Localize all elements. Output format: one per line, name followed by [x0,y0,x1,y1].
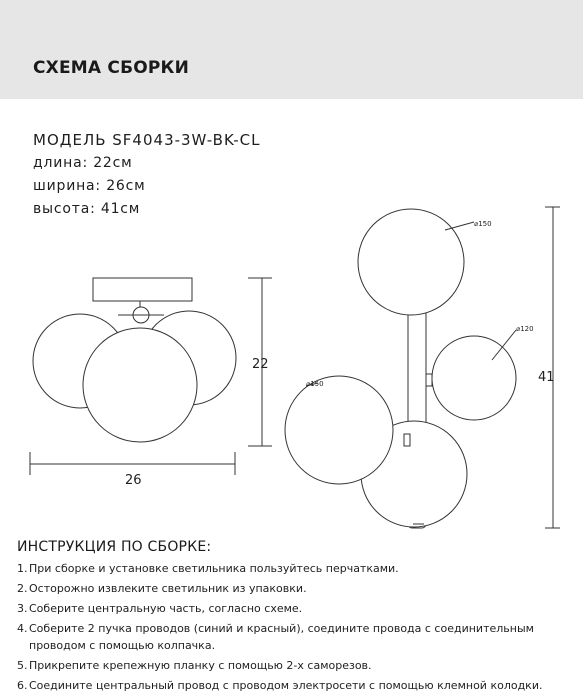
instruction-step [17,677,577,694]
step-text: Соберите центральную часть, согласно схеме. [29,602,303,615]
instruction-step [17,580,577,597]
side-globe-left [285,376,393,484]
spec-width: ширина: 26см [33,178,146,194]
step-text: Соедините центральный провод с проводом электросети с помощью клемной колодки. [29,679,543,692]
instruction-step [17,560,577,577]
instructions-list [17,560,577,697]
step-text: Соберите 2 пучка проводов (синий и красный), соедините провода с соединительным проводом с помощью колпачка. [29,622,534,652]
step-number: 4. [17,622,28,635]
side-globe-right [432,336,516,420]
step-text: При сборке и установке светильника пользуйтесь перчатками. [29,562,399,575]
dim-front-height-label: 22 [252,357,269,372]
side-view [285,207,560,528]
front-canopy [93,278,192,301]
instruction-step [17,657,577,674]
dim-globe-right-label: ⌀120 [516,325,534,333]
spec-model: МОДЕЛЬ SF4043-3W-BK-CL [33,131,261,149]
instruction-step [17,620,577,654]
dim-globe-top-label: ⌀150 [474,220,492,228]
step-number: 2. [17,582,28,595]
side-globe-top [358,209,464,315]
step-text: Прикрепите крепежную планку с помощью 2-х саморезов. [29,659,372,672]
front-globe-center [83,328,197,442]
step-number: 6. [17,679,28,692]
step-text: Осторожно извлеките светильник из упаковки. [29,582,307,595]
side-joint-right [426,374,432,386]
dim-front-width-label: 26 [125,473,142,488]
spec-length: длина: 22см [33,155,133,171]
instructions-title: ИНСТРУКЦИЯ ПО СБОРКЕ: [17,539,212,555]
instruction-step [17,600,577,617]
dim-globe-left-label: ⌀150 [306,380,324,388]
page-title: СХЕМА СБОРКИ [33,58,190,78]
step-number: 5. [17,659,28,672]
side-joint-left [404,434,410,446]
spec-height: высота: 41см [33,201,141,217]
dim-side-height-label: 41 [538,370,555,385]
step-number: 3. [17,602,28,615]
front-view [30,278,272,475]
step-number: 1. [17,562,28,575]
